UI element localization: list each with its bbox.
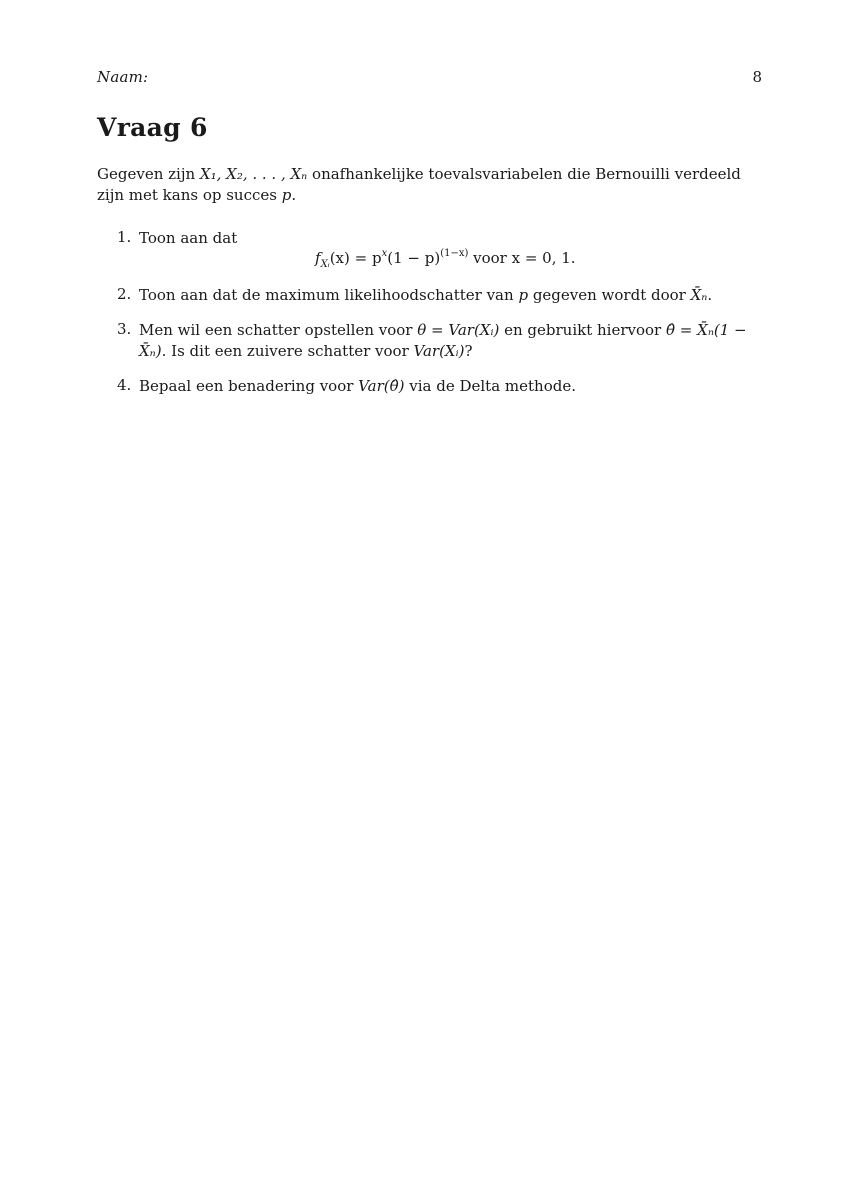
item-4-number: 4. (117, 376, 132, 394)
intro-text: Gegeven zijn (97, 165, 200, 183)
formula-mid: (1 − p) (387, 249, 441, 267)
item-2-mid: gegeven wordt door (528, 286, 691, 304)
formula-lhs-sub: Xᵢ (320, 259, 330, 270)
page-number: 8 (752, 68, 762, 86)
question-intro (97, 164, 765, 206)
item-2-end: . (707, 286, 713, 304)
item-3-estimator: θ̂ = X̄ₙ(1 − X̄ₙ) (139, 321, 747, 360)
formula-exp2: (1−x) (440, 248, 469, 259)
formula-lhs: f (315, 249, 321, 267)
item-3-end: ? (464, 342, 473, 360)
item-3-before: Men wil een schatter opstellen voor (139, 321, 418, 339)
item-4-text (139, 376, 765, 397)
item-3-mid2: . Is dit een zuivere schatter voor (161, 342, 414, 360)
item-1-number: 1. (117, 228, 132, 246)
item-2-number: 2. (117, 285, 132, 303)
item-4-formula: Var(θ̂) (358, 377, 405, 395)
intro-end: . (291, 186, 297, 204)
item-3-theta: θ = Var(Xᵢ) (417, 321, 500, 339)
item-3-var: Var(Xᵢ) (413, 342, 465, 360)
item-2-text (139, 285, 765, 306)
intro-variables: X₁, X₂, . . . , Xₙ (199, 165, 308, 183)
item-3-text (139, 320, 765, 362)
item-2-before: Toon aan dat de maximum likelihoodschatter van (139, 286, 519, 304)
intro-param: p (281, 186, 292, 204)
item-1-text: Toon aan dat (139, 229, 238, 247)
item-2-param: p (518, 286, 529, 304)
item-4-before: Bepaal een benadering voor (139, 377, 359, 395)
display-formula (315, 248, 576, 270)
formula-tail: voor x = 0, 1. (468, 249, 576, 267)
item-3-mid: en gebruikt hiervoor (499, 321, 666, 339)
name-label: Naam: (97, 68, 149, 86)
intro-text-after: onafhankelijke toevalsvariabelen die Bernouilli verdeeld zijn met kans op succes (97, 165, 741, 204)
formula-exp1: x (381, 248, 388, 259)
question-title: Vraag 6 (97, 113, 208, 142)
formula-arg: (x) = p (329, 249, 382, 267)
item-3-number: 3. (117, 320, 132, 338)
item-4-end: via de Delta methode. (404, 377, 576, 395)
item-2-estimator: X̄ₙ (690, 286, 708, 304)
